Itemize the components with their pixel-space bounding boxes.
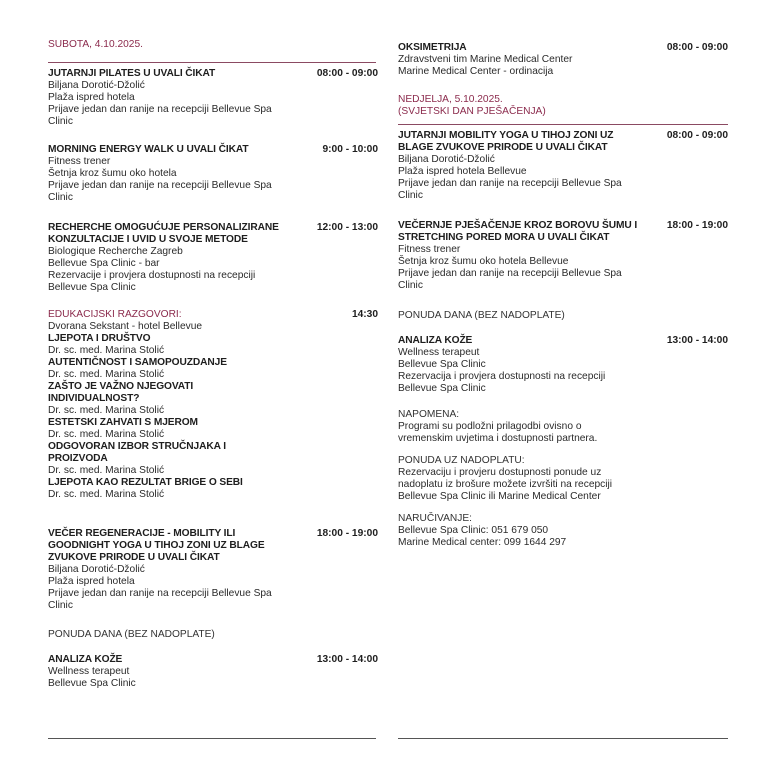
note-text: Bellevue Spa Clinic: 051 679 050 Marine Medical center: 099 1644 297 bbox=[398, 525, 567, 548]
event-detail: Plaža ispred hotela Bellevue bbox=[398, 166, 527, 177]
talk-title: ODGOVORAN IZBOR STRUČNJAKA I PROIZVODA bbox=[48, 441, 226, 464]
event-detail: Plaža ispred hotela bbox=[48, 576, 135, 587]
offer-label: PONUDA DANA (BEZ NADOPLATE) bbox=[48, 629, 215, 640]
event-time: 13:00 - 14:00 bbox=[316, 654, 378, 665]
event-item bbox=[398, 42, 728, 78]
education-venue: Dvorana Sekstant - hotel Bellevue bbox=[48, 321, 203, 332]
event-title: ANALIZA KOŽE bbox=[48, 654, 123, 665]
event-item bbox=[398, 130, 728, 202]
event-title: JUTARNJI MOBILITY YOGA U TIHOJ ZONI UZ BLAGE ZVUKOVE PRIRODE U UVALI ČIKAT bbox=[398, 130, 614, 153]
event-item bbox=[398, 335, 728, 395]
note-item bbox=[398, 409, 728, 445]
event-detail: Biljana Dorotić-Džolić bbox=[48, 564, 145, 575]
event-item bbox=[398, 220, 728, 292]
event-title: RECHERCHE OMOGUĆUJE PERSONALIZIRANE KONZULTACIJE I UVID U SVOJE METODE bbox=[48, 222, 279, 245]
event-item bbox=[48, 68, 378, 128]
note-item bbox=[398, 455, 728, 503]
talk-speaker: Dr. sc. med. Marina Stolić bbox=[48, 405, 165, 416]
event-detail: Bellevue Spa Clinic - bar bbox=[48, 258, 160, 269]
event-detail: Rezervacija i provjera dostupnosti na recepciji Bellevue Spa Clinic bbox=[398, 371, 606, 394]
talk-title: ZAŠTO JE VAŽNO NJEGOVATI INDIVIDUALNOST? bbox=[48, 381, 194, 404]
event-detail: Prijave jedan dan ranije na recepciji Bellevue Spa Clinic bbox=[398, 178, 622, 201]
event-time: 08:00 - 09:00 bbox=[666, 42, 728, 53]
offer-label: PONUDA DANA (BEZ NADOPLATE) bbox=[398, 310, 565, 321]
header-divider bbox=[398, 124, 728, 125]
event-detail: Prijave jedan dan ranije na recepciji Bellevue Spa Clinic bbox=[48, 588, 272, 611]
event-time: 13:00 - 14:00 bbox=[666, 335, 728, 346]
event-item bbox=[48, 144, 378, 204]
event-detail: Marine Medical Center - ordinacija bbox=[398, 66, 554, 77]
event-time: 18:00 - 19:00 bbox=[666, 220, 728, 231]
footer-divider bbox=[398, 738, 728, 739]
event-detail: Šetnja kroz šumu oko hotela Bellevue bbox=[398, 256, 569, 267]
education-time: 14:30 bbox=[351, 309, 378, 320]
note-text: Programi su podložni prilagodbi ovisno o vremenskim uvjetima i dostupnosti partnera. bbox=[398, 421, 598, 444]
event-detail: Wellness terapeut bbox=[398, 347, 480, 358]
event-detail: Šetnja kroz šumu oko hotela bbox=[48, 168, 177, 179]
event-time: 08:00 - 09:00 bbox=[316, 68, 378, 79]
event-time: 08:00 - 09:00 bbox=[666, 130, 728, 141]
event-title: MORNING ENERGY WALK U UVALI ČIKAT bbox=[48, 144, 249, 155]
event-detail: Fitness trener bbox=[48, 156, 111, 167]
event-time: 12:00 - 13:00 bbox=[316, 222, 378, 233]
note-label: NARUČIVANJE: bbox=[398, 513, 472, 524]
day-header-saturday: SUBOTA, 4.10.2025. bbox=[48, 39, 143, 50]
talk-title: ESTETSKI ZAHVATI S MJEROM bbox=[48, 417, 198, 428]
talk-speaker: Dr. sc. med. Marina Stolić bbox=[48, 369, 165, 380]
education-talks bbox=[48, 309, 378, 501]
note-text: Rezervaciju i provjeru dostupnosti ponude uz nadoplatu iz brošure možete izvršiti na recepciji Bellevue Spa Clinic ili Marine Medical Center bbox=[398, 467, 613, 502]
event-item bbox=[48, 528, 378, 612]
event-detail: Bellevue Spa Clinic bbox=[48, 678, 136, 689]
event-title: VEČERNJE PJEŠAČENJE KROZ BOROVU ŠUMU I STRETCHING PORED MORA U UVALI ČIKAT bbox=[398, 220, 638, 243]
note-label: NAPOMENA: bbox=[398, 409, 460, 420]
talk-speaker: Dr. sc. med. Marina Stolić bbox=[48, 465, 165, 476]
event-detail: Prijave jedan dan ranije na recepciji Bellevue Spa Clinic bbox=[48, 104, 272, 127]
event-detail: Wellness terapeut bbox=[48, 666, 130, 677]
note-item bbox=[398, 513, 728, 549]
talk-speaker: Dr. sc. med. Marina Stolić bbox=[48, 429, 165, 440]
event-detail: Bellevue Spa Clinic bbox=[398, 359, 486, 370]
event-detail: Biologique Recherche Zagreb bbox=[48, 246, 183, 257]
event-detail: Rezervacije i provjera dostupnosti na recepciji Bellevue Spa Clinic bbox=[48, 270, 256, 293]
event-item bbox=[48, 654, 378, 690]
event-detail: Zdravstveni tim Marine Medical Center bbox=[398, 54, 573, 65]
event-title: OKSIMETRIJA bbox=[398, 42, 467, 53]
footer-divider bbox=[48, 738, 376, 739]
talk-speaker: Dr. sc. med. Marina Stolić bbox=[48, 345, 165, 356]
event-title: VEČER REGENERACIJE - MOBILITY ILI GOODNIGHT YOGA U TIHOJ ZONI UZ BLAGE ZVUKOVE PRIRODE U UVALI ČIKAT bbox=[48, 528, 265, 563]
event-detail: Prijave jedan dan ranije na recepciji Bellevue Spa Clinic bbox=[48, 180, 272, 203]
talk-title: LJEPOTA KAO REZULTAT BRIGE O SEBI bbox=[48, 477, 243, 488]
talk-speaker: Dr. sc. med. Marina Stolić bbox=[48, 489, 165, 500]
notes-section bbox=[398, 409, 728, 559]
talk-title: LJEPOTA I DRUŠTVO bbox=[48, 333, 151, 344]
event-detail: Fitness trener bbox=[398, 244, 461, 255]
event-item bbox=[48, 222, 378, 294]
note-label: PONUDA UZ NADOPLATU: bbox=[398, 455, 525, 466]
event-detail: Biljana Dorotić-Džolić bbox=[48, 80, 145, 91]
event-time: 9:00 - 10:00 bbox=[322, 144, 378, 155]
education-header: EDUKACIJSKI RAZGOVORI: bbox=[48, 309, 182, 320]
event-detail: Biljana Dorotić-Džolić bbox=[398, 154, 495, 165]
event-title: JUTARNJI PILATES U UVALI ČIKAT bbox=[48, 68, 216, 79]
event-time: 18:00 - 19:00 bbox=[316, 528, 378, 539]
header-divider bbox=[48, 62, 376, 63]
day-header-sunday: NEDJELJA, 5.10.2025. (SVJETSKI DAN PJEŠAČENJA) bbox=[398, 94, 546, 117]
event-detail: Prijave jedan dan ranije na recepciji Bellevue Spa Clinic bbox=[398, 268, 622, 291]
talk-title: AUTENTIČNOST I SAMOPOUZDANJE bbox=[48, 357, 227, 368]
event-detail: Plaža ispred hotela bbox=[48, 92, 135, 103]
event-title: ANALIZA KOŽE bbox=[398, 335, 473, 346]
